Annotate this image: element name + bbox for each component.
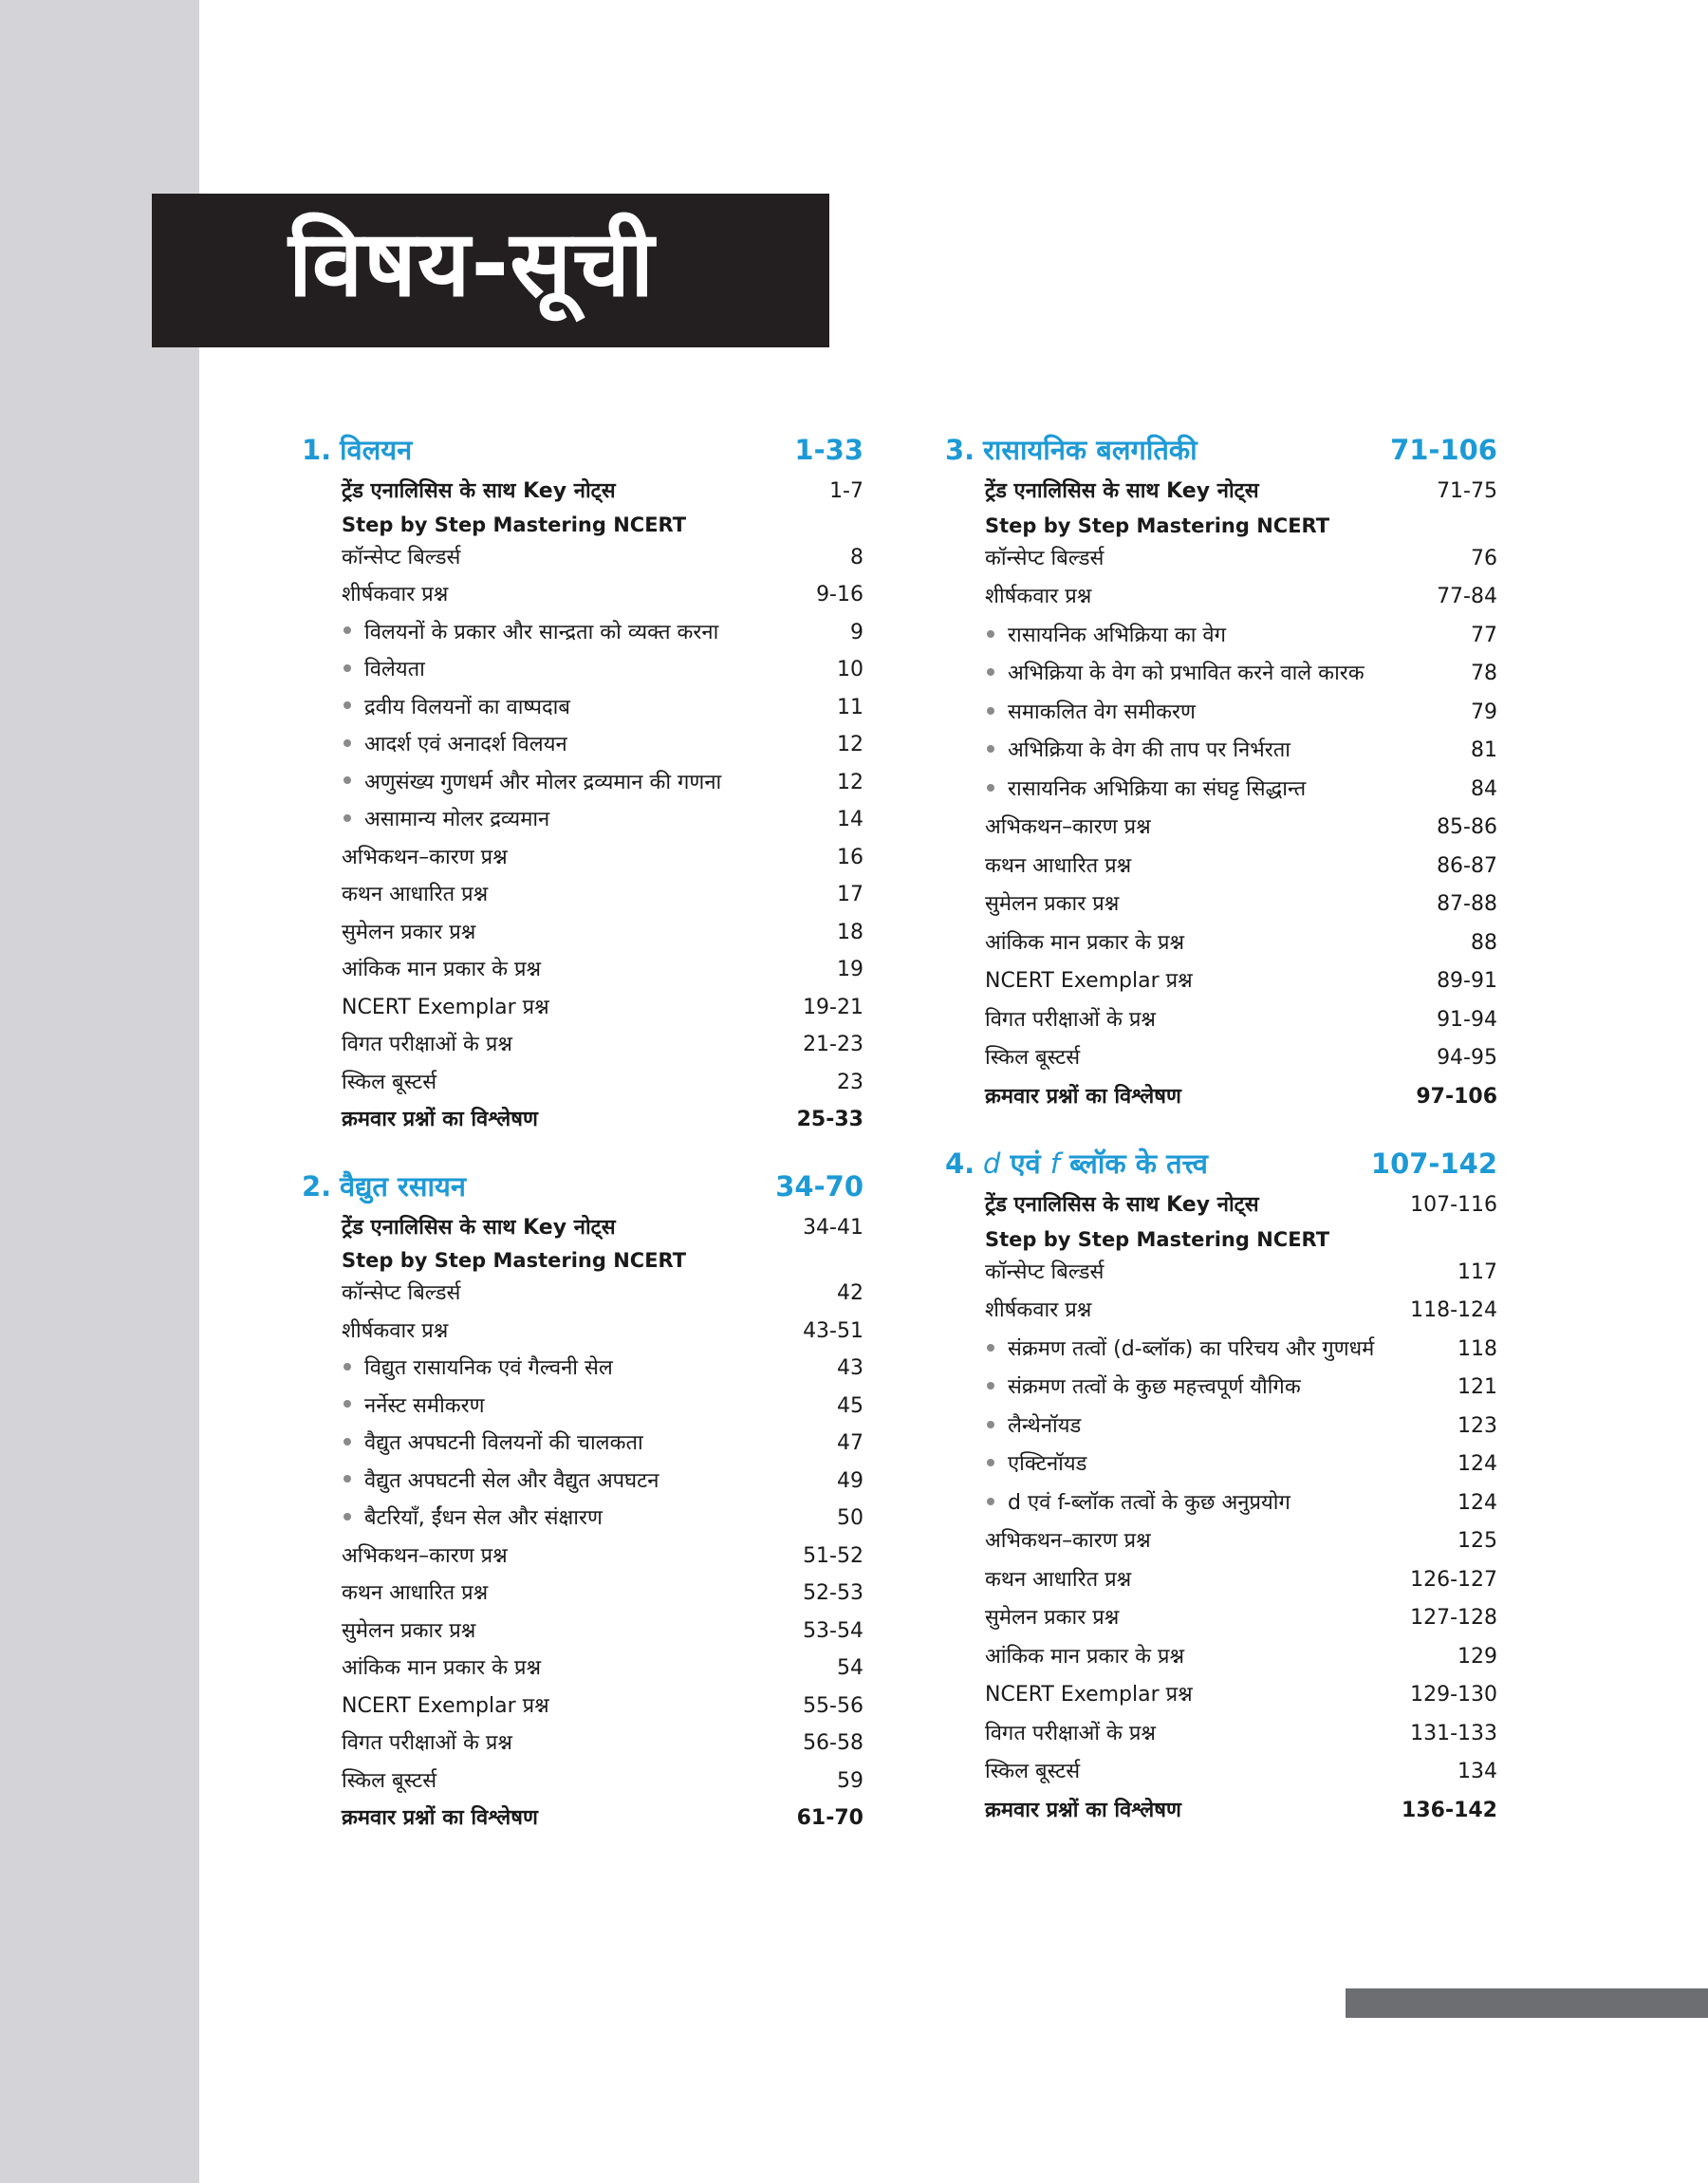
entry-page-number: 19 xyxy=(837,958,863,981)
toc-entry[interactable] xyxy=(342,951,863,989)
entry-label: क्रमवार प्रश्नों का विश्लेषण xyxy=(342,1806,538,1830)
entry-page-number: 129 xyxy=(1457,1644,1497,1669)
entry-label: कथन आधारित प्रश्न xyxy=(342,883,489,906)
toc-entry[interactable] xyxy=(342,1763,863,1801)
entry-page-number: 56-58 xyxy=(803,1731,863,1755)
entry-page-number: 43 xyxy=(837,1356,863,1380)
entry-page-number: 21-23 xyxy=(803,1033,863,1056)
entry-page-number: 16 xyxy=(837,845,863,869)
entry-label: कॉन्सेप्ट बिल्डर्स xyxy=(342,1281,461,1305)
toc-subentry[interactable] xyxy=(342,614,863,652)
entry-page-number: 81 xyxy=(1471,738,1497,762)
chapter-name-mid: एवं xyxy=(1000,1147,1050,1180)
toc-column-left xyxy=(302,427,863,1838)
entry-label: ट्रेंड एनालिसिस के साथ Key नोट्स xyxy=(985,1193,1259,1217)
entry-label: क्रमवार प्रश्नों का विश्लेषण xyxy=(985,1798,1181,1822)
entry-label: कॉन्सेप्ट बिल्डर्स xyxy=(985,1259,1105,1284)
toc-entry[interactable] xyxy=(985,962,1497,1001)
toc-subentry[interactable] xyxy=(985,694,1497,733)
toc-subentry[interactable] xyxy=(342,1388,863,1426)
entry-label: Step by Step Mastering NCERT xyxy=(342,1249,687,1272)
toc-entry[interactable] xyxy=(342,1800,863,1838)
toc-entry[interactable] xyxy=(985,540,1497,579)
entry-label: स्किल बूस्टर्स xyxy=(342,1070,437,1094)
toc-subentry[interactable] xyxy=(342,1463,863,1501)
entry-label: NCERT Exemplar प्रश्न xyxy=(342,1693,549,1718)
chapter-name-f: f xyxy=(1049,1147,1060,1180)
entry-page-number: 89-91 xyxy=(1437,969,1497,993)
entry-page-number: 118-124 xyxy=(1410,1298,1497,1322)
entry-label: सुमेलन प्रकार प्रश्न xyxy=(985,892,1120,916)
chapter-page-range: 34-70 xyxy=(775,1169,863,1203)
toc-entry[interactable] xyxy=(342,1650,863,1688)
toc-subentry[interactable] xyxy=(985,1484,1497,1523)
toc-entry[interactable] xyxy=(342,989,863,1027)
toc-entry[interactable] xyxy=(342,473,863,511)
chapter-2 xyxy=(302,1164,863,1838)
entry-page-number: 61-70 xyxy=(796,1806,863,1830)
toc-entry[interactable] xyxy=(342,1101,863,1139)
chapter-number: 1. xyxy=(302,434,332,466)
entry-label: क्रमवार प्रश्नों का विश्लेषण xyxy=(342,1108,538,1131)
entry-page-number: 131-133 xyxy=(1410,1721,1497,1745)
chapter-name xyxy=(983,1141,1371,1186)
toc-entry[interactable] xyxy=(342,511,863,539)
entry-label: कॉन्सेप्ट बिल्डर्स xyxy=(342,545,461,569)
entry-label: स्किल बूस्टर्स xyxy=(985,1760,1081,1783)
toc-entry[interactable] xyxy=(985,1522,1497,1561)
entry-label: Step by Step Mastering NCERT xyxy=(985,513,1330,537)
toc-subentry[interactable] xyxy=(985,617,1497,656)
entry-page-number: 19-21 xyxy=(803,995,863,1019)
entry-label: क्रमवार प्रश्नों का विश्लेषण xyxy=(985,1084,1181,1109)
entry-label: विगत परीक्षाओं के प्रश्न xyxy=(342,1731,512,1755)
entry-label: Step by Step Mastering NCERT xyxy=(985,1227,1330,1251)
entry-label: Step by Step Mastering NCERT xyxy=(342,513,687,536)
toc-entry[interactable] xyxy=(342,914,863,952)
toc-entry[interactable] xyxy=(342,876,863,914)
entry-label: स्किल बूस्टर्स xyxy=(985,1046,1081,1070)
footer-bar xyxy=(1346,1988,1708,2018)
toc-entry[interactable] xyxy=(342,1313,863,1351)
entry-label: सुमेलन प्रकार प्रश्न xyxy=(342,1618,476,1643)
entry-label: ट्रेंड एनालिसिस के साथ Key नोट्स xyxy=(342,479,616,503)
chapter-entries xyxy=(302,1209,863,1838)
entry-page-number: 47 xyxy=(837,1431,863,1455)
toc-entry[interactable] xyxy=(985,1254,1497,1293)
entry-page-number: 71-75 xyxy=(1437,479,1497,503)
entry-label: वैद्युत अपघटनी विलयनों की चालकता xyxy=(342,1425,837,1463)
toc-entry[interactable] xyxy=(985,1292,1497,1331)
entry-page-number: 107-116 xyxy=(1410,1193,1497,1217)
entry-page-number: 97-106 xyxy=(1416,1084,1497,1109)
entry-page-number: 49 xyxy=(837,1468,863,1493)
toc-entry[interactable] xyxy=(985,1676,1497,1715)
entry-label: लैन्थेनॉयड xyxy=(985,1408,1457,1446)
chapter-number: 3. xyxy=(945,434,975,466)
toc-entry[interactable] xyxy=(985,848,1497,886)
entry-label: शीर्षकवार प्रश्न xyxy=(985,585,1092,608)
entry-label: d एवं f-ब्लॉक तत्वों के कुछ अनुप्रयोग xyxy=(985,1484,1457,1523)
toc-entry[interactable] xyxy=(342,1209,863,1247)
entry-label: संक्रमण तत्वों (d-ब्लॉक) का परिचय और गुणधर्म xyxy=(985,1331,1457,1370)
entry-label: शीर्षकवार प्रश्न xyxy=(342,1318,449,1343)
toc-entry[interactable] xyxy=(342,539,863,577)
chapter-entries xyxy=(945,1186,1497,1830)
toc-subentry[interactable] xyxy=(985,1408,1497,1446)
entry-page-number: 126-127 xyxy=(1410,1567,1497,1592)
toc-subentry[interactable] xyxy=(342,726,863,764)
toc-entry[interactable] xyxy=(342,1613,863,1651)
toc-entry[interactable] xyxy=(342,1725,863,1763)
entry-page-number: 43-51 xyxy=(803,1318,863,1343)
entry-label: कथन आधारित प्रश्न xyxy=(985,1567,1132,1592)
entry-page-number: 9-16 xyxy=(816,583,863,606)
entry-page-number: 11 xyxy=(837,695,863,719)
entry-label: सुमेलन प्रकार प्रश्न xyxy=(985,1606,1120,1630)
entry-page-number: 1-7 xyxy=(829,479,863,503)
toc-subentry[interactable] xyxy=(985,771,1497,810)
entry-page-number: 42 xyxy=(837,1281,863,1305)
entry-label: स्किल बूस्टर्स xyxy=(342,1768,437,1793)
toc-entry[interactable] xyxy=(985,1225,1497,1254)
entry-label: असामान्य मोलर द्रव्यमान xyxy=(342,801,837,839)
entry-label: शीर्षकवार प्रश्न xyxy=(342,583,449,606)
entry-page-number: 136-142 xyxy=(1402,1798,1497,1822)
chapter-name: वैद्युत रसायन xyxy=(340,1169,466,1203)
entry-page-number: 84 xyxy=(1471,776,1497,801)
toc-entry[interactable] xyxy=(342,576,863,614)
entry-page-number: 8 xyxy=(850,545,863,569)
toc-entry[interactable] xyxy=(342,1026,863,1064)
entry-label: आंकिक मान प्रकार के प्रश्न xyxy=(342,1656,542,1680)
entry-page-number: 54 xyxy=(837,1656,863,1680)
entry-label: अभिक्रिया के वेग की ताप पर निर्भरता xyxy=(985,732,1471,771)
chapter-4 xyxy=(945,1141,1497,1830)
entry-label: कथन आधारित प्रश्न xyxy=(342,1581,489,1605)
entry-page-number: 76 xyxy=(1471,546,1497,570)
chapter-heading[interactable] xyxy=(302,427,863,473)
toc-entry[interactable] xyxy=(342,1275,863,1313)
entry-page-number: 51-52 xyxy=(803,1543,863,1568)
entry-page-number: 134 xyxy=(1457,1760,1497,1783)
chapter-number: 4. xyxy=(945,1147,975,1180)
toc-entry[interactable] xyxy=(985,924,1497,963)
toc-entry[interactable] xyxy=(985,1078,1497,1117)
chapter-1 xyxy=(302,427,863,1139)
toc-entry[interactable] xyxy=(342,839,863,877)
entry-label: NCERT Exemplar प्रश्न xyxy=(985,1683,1193,1707)
entry-page-number: 18 xyxy=(837,920,863,944)
toc-entry[interactable] xyxy=(985,1638,1497,1677)
entry-page-number: 78 xyxy=(1471,662,1497,685)
chapter-heading[interactable] xyxy=(302,1164,863,1209)
entry-label: सुमेलन प्रकार प्रश्न xyxy=(342,920,476,944)
toc-entry[interactable] xyxy=(985,1039,1497,1078)
toc-subentry[interactable] xyxy=(342,651,863,689)
page-title: विषय-सूची xyxy=(288,211,655,317)
entry-label: एक्टिनॉयड xyxy=(985,1446,1457,1484)
entry-label: विगत परीक्षाओं के प्रश्न xyxy=(985,1007,1156,1032)
entry-label: रासायनिक अभिक्रिया का वेग xyxy=(985,617,1471,656)
toc-entry[interactable] xyxy=(342,1688,863,1726)
toc-entry[interactable] xyxy=(342,1064,863,1102)
toc-subentry[interactable] xyxy=(985,655,1497,694)
chapter-page-range: 1-33 xyxy=(794,434,863,466)
chapter-page-range: 107-142 xyxy=(1370,1147,1497,1180)
entry-label: आदर्श एवं अनादर्श विलयन xyxy=(342,726,837,764)
entry-label: शीर्षकवार प्रश्न xyxy=(985,1298,1092,1322)
chapter-heading[interactable] xyxy=(945,427,1497,473)
entry-page-number: 52-53 xyxy=(803,1581,863,1605)
toc-entry[interactable] xyxy=(985,1186,1497,1225)
entry-label: समाकलित वेग समीकरण xyxy=(985,694,1471,733)
entry-page-number: 124 xyxy=(1457,1452,1497,1476)
toc-entry[interactable] xyxy=(985,473,1497,512)
toc-entry[interactable] xyxy=(985,809,1497,848)
entry-page-number: 127-128 xyxy=(1410,1606,1497,1630)
toc-entry[interactable] xyxy=(985,512,1497,540)
entry-label: आंकिक मान प्रकार के प्रश्न xyxy=(342,958,542,981)
chapter-name: रासायनिक बलगतिकी xyxy=(983,434,1197,466)
entry-page-number: 94-95 xyxy=(1437,1046,1497,1070)
chapter-page-range: 71-106 xyxy=(1390,434,1497,466)
toc-column-right xyxy=(945,427,1497,1830)
chapter-name: विलयन xyxy=(340,434,413,466)
entry-label: अभिकथन–कारण प्रश्न xyxy=(985,815,1151,839)
toc-entry[interactable] xyxy=(985,1001,1497,1040)
entry-label: NCERT Exemplar प्रश्न xyxy=(342,995,549,1019)
entry-label: विलेयता xyxy=(342,651,837,689)
entry-label: आंकिक मान प्रकार के प्रश्न xyxy=(985,930,1185,955)
entry-label: द्रवीय विलयनों का वाष्पदाब xyxy=(342,689,837,727)
entry-label: बैटरियाँ, ईंधन सेल और संक्षारण xyxy=(342,1500,837,1538)
chapter-name-d: d xyxy=(983,1147,1001,1180)
toc-entry[interactable] xyxy=(342,1575,863,1613)
toc-entry[interactable] xyxy=(985,1753,1497,1792)
entry-page-number: 14 xyxy=(837,808,863,831)
toc-entry[interactable] xyxy=(985,886,1497,924)
entry-page-number: 23 xyxy=(837,1070,863,1094)
entry-page-number: 79 xyxy=(1471,700,1497,724)
entry-page-number: 17 xyxy=(837,883,863,906)
entry-page-number: 124 xyxy=(1457,1490,1497,1515)
entry-label: NCERT Exemplar प्रश्न xyxy=(985,969,1193,993)
entry-label: ट्रेंड एनालिसिस के साथ Key नोट्स xyxy=(985,479,1259,503)
chapter-3 xyxy=(945,427,1497,1116)
entry-label: अभिकथन–कारण प्रश्न xyxy=(342,1543,508,1568)
entry-label: विगत परीक्षाओं के प्रश्न xyxy=(985,1721,1156,1745)
toc-entry[interactable] xyxy=(985,1792,1497,1831)
toc-subentry[interactable] xyxy=(985,1446,1497,1484)
entry-page-number: 118 xyxy=(1457,1336,1497,1361)
entry-page-number: 77-84 xyxy=(1437,585,1497,608)
toc-entry[interactable] xyxy=(342,1538,863,1576)
entry-label: विलयनों के प्रकार और सान्द्रता को व्यक्त करना xyxy=(342,614,850,652)
entry-page-number: 50 xyxy=(837,1506,863,1530)
toc-subentry[interactable] xyxy=(985,1331,1497,1370)
toc-entry[interactable] xyxy=(985,1715,1497,1754)
chapter-number: 2. xyxy=(302,1169,332,1203)
entry-page-number: 9 xyxy=(850,620,863,644)
entry-page-number: 125 xyxy=(1457,1529,1497,1553)
entry-label: वैद्युत अपघटनी सेल और वैद्युत अपघटन xyxy=(342,1463,837,1501)
entry-label: संक्रमण तत्वों के कुछ महत्त्वपूर्ण यौगिक xyxy=(985,1369,1457,1408)
entry-label: अभिकथन–कारण प्रश्न xyxy=(985,1529,1151,1553)
chapter-entries xyxy=(302,473,863,1139)
chapter-heading[interactable] xyxy=(945,1141,1497,1186)
entry-page-number: 77 xyxy=(1471,623,1497,647)
entry-label: अभिकथन–कारण प्रश्न xyxy=(342,845,508,869)
chapter-entries xyxy=(945,473,1497,1116)
entry-label: विद्युत रासायनिक एवं गैल्वनी सेल xyxy=(342,1350,837,1388)
toc-subentry[interactable] xyxy=(985,732,1497,771)
entry-page-number: 117 xyxy=(1457,1259,1497,1284)
entry-page-number: 91-94 xyxy=(1437,1007,1497,1032)
entry-page-number: 123 xyxy=(1457,1413,1497,1438)
toc-entry[interactable] xyxy=(342,1246,863,1275)
toc-subentry[interactable] xyxy=(342,764,863,802)
toc-subentry[interactable] xyxy=(342,689,863,727)
entry-page-number: 121 xyxy=(1457,1375,1497,1399)
toc-entry[interactable] xyxy=(985,578,1497,617)
entry-label: कॉन्सेप्ट बिल्डर्स xyxy=(985,546,1105,570)
entry-page-number: 10 xyxy=(837,658,863,681)
entry-label: आंकिक मान प्रकार के प्रश्न xyxy=(985,1644,1185,1669)
entry-page-number: 25-33 xyxy=(796,1108,863,1131)
entry-label: अभिक्रिया के वेग को प्रभावित करने वाले कारक xyxy=(985,655,1471,694)
chapter-name-rest: ब्लॉक के तत्त्व xyxy=(1060,1147,1208,1180)
toc-subentry[interactable] xyxy=(342,1425,863,1463)
toc-subentry[interactable] xyxy=(342,1500,863,1538)
entry-page-number: 85-86 xyxy=(1437,815,1497,839)
entry-page-number: 12 xyxy=(837,733,863,756)
toc-subentry[interactable] xyxy=(342,1350,863,1388)
entry-page-number: 12 xyxy=(837,770,863,794)
entry-label: रासायनिक अभिक्रिया का संघट्ट सिद्धान्त xyxy=(985,771,1471,810)
toc-entry[interactable] xyxy=(985,1561,1497,1600)
entry-label: ट्रेंड एनालिसिस के साथ Key नोट्स xyxy=(342,1215,616,1240)
entry-page-number: 86-87 xyxy=(1437,853,1497,878)
entry-page-number: 88 xyxy=(1471,930,1497,955)
entry-label: नर्नेस्ट समीकरण xyxy=(342,1388,837,1426)
entry-page-number: 59 xyxy=(837,1768,863,1793)
entry-page-number: 45 xyxy=(837,1393,863,1418)
toc-entry[interactable] xyxy=(985,1599,1497,1638)
entry-page-number: 53-54 xyxy=(803,1618,863,1643)
entry-page-number: 34-41 xyxy=(803,1215,863,1240)
entry-label: अणुसंख्य गुणधर्म और मोलर द्रव्यमान की गणना xyxy=(342,764,837,802)
entry-label: विगत परीक्षाओं के प्रश्न xyxy=(342,1033,512,1056)
entry-page-number: 55-56 xyxy=(803,1693,863,1718)
toc-subentry[interactable] xyxy=(985,1369,1497,1408)
entry-page-number: 129-130 xyxy=(1410,1683,1497,1707)
entry-label: कथन आधारित प्रश्न xyxy=(985,853,1132,878)
title-banner xyxy=(152,194,829,347)
toc-subentry[interactable] xyxy=(342,801,863,839)
entry-page-number: 87-88 xyxy=(1437,892,1497,916)
